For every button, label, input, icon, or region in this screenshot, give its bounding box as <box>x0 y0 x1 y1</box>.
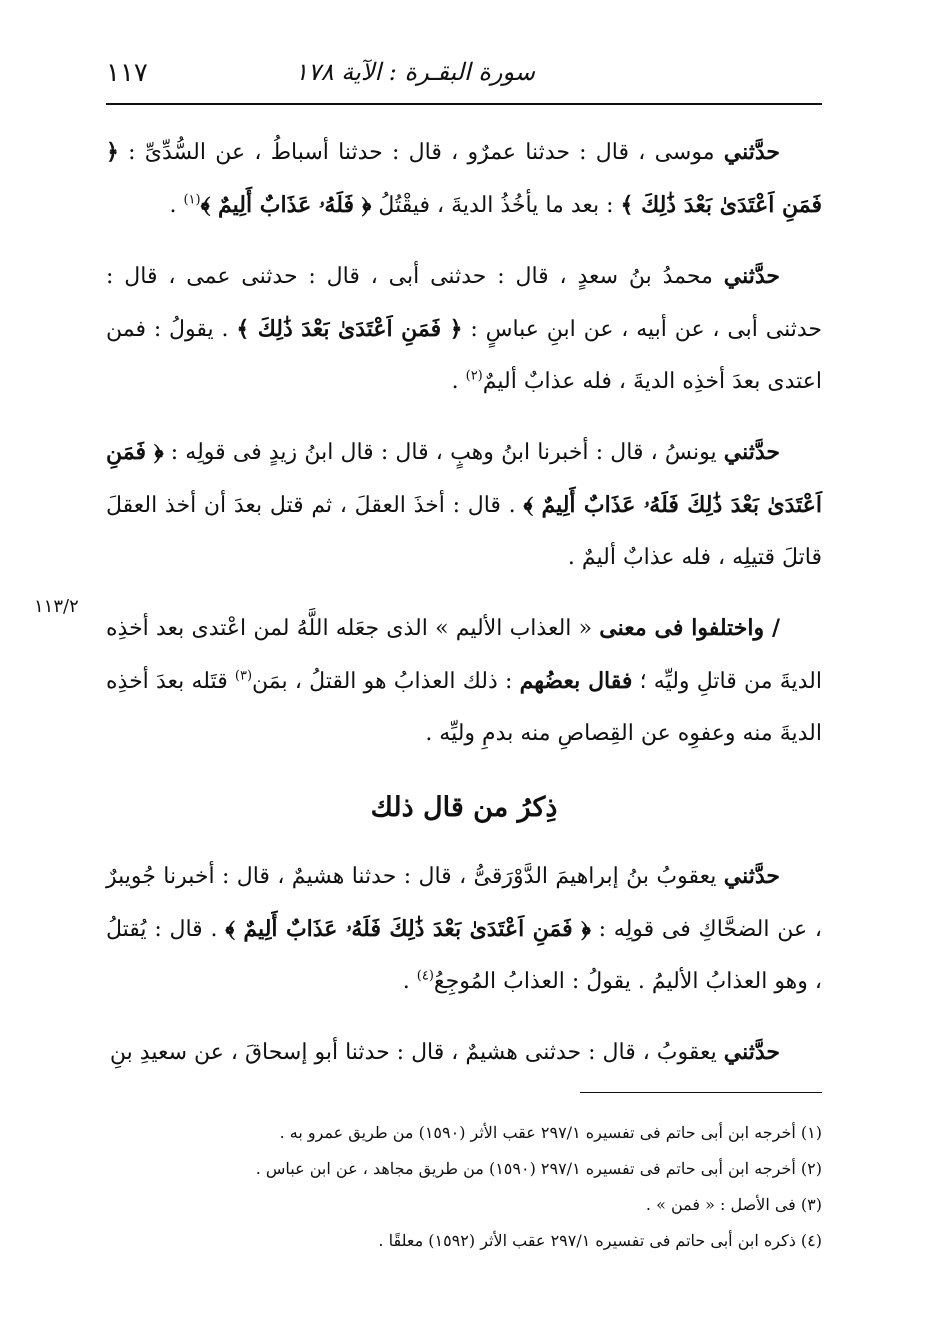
text-segment: . يقولُ : فمن اعتدى بعدَ أخذِه الديةَ ، فله عذابٌ أليمٌ <box>106 317 822 394</box>
text-segment: ﴿ فَلَهُۥ عَذَابٌ أَلِيمٌ ﴾ <box>200 192 372 218</box>
text-segment: ﴿ فَمَنِ اَعْتَدَىٰ بَعْدَ ذَٰلِكَ ﴾ <box>106 139 822 218</box>
margin-reference: ١١٣/٢ <box>34 596 79 617</box>
text-segment: . <box>402 969 417 994</box>
text-segment: : بعد ما يأخُذُ الديةَ ، فيقْتُلُ <box>371 193 621 218</box>
text-segment: ﴿ فَمَنِ اَعْتَدَىٰ بَعْدَ ذَٰلِكَ ﴾ <box>236 316 463 342</box>
running-title: سورة البقـرة : الآية ١٧٨ <box>294 58 536 86</box>
paragraph <box>106 426 822 584</box>
text-segment: حدَّثني <box>723 863 780 889</box>
text-segment: يعقوبُ بنُ إبراهيمَ الدَّوْرَقىُّ ، قال : حدثنا هشيمٌ ، قال : أخبرنا جُويبرٌ ، عن الضحَّاكِ فى قولِه : <box>106 864 822 942</box>
text-segment: / واختلفوا فى معنى <box>599 615 780 641</box>
text-segment: . <box>169 193 184 218</box>
text-segment: (٢) <box>465 368 483 384</box>
text-segment: (٣) <box>234 668 253 684</box>
footnote: (٢) أخرجه ابن أبى حاتم فى تفسيره ٢٩٧/١ (١٥٩٠) من طريق مجاهد ، عن ابن عباس . <box>255 1159 822 1178</box>
text-segment: فقال بعضُهم <box>519 668 633 694</box>
text-segment: ﴿ فَمَنِ اَعْتَدَىٰ بَعْدَ ذَٰلِكَ فَلَهُۥ عَذَابٌ أَلِيمٌ ﴾ <box>225 916 591 942</box>
text-segment: محمدُ بنُ سعدٍ ، قال : حدثنى أبى ، قال : حدثنى عمى ، قال : حدثنى أبى ، عن أبيه ، عن ابنِ عباسٍ : <box>106 264 822 342</box>
text-segment: حدَّثني <box>723 139 780 165</box>
footnotes <box>106 1118 822 1262</box>
text-segment: . <box>451 369 466 394</box>
text-segment: (١) <box>183 192 201 208</box>
text-segment: حدَّثني <box>723 263 780 289</box>
text-segment: ﴿ فَمَنِ اَعْتَدَىٰ بَعْدَ ذَٰلِكَ فَلَهُۥ عَذَابٌ أَلِيمٌ ﴾ <box>106 439 822 518</box>
text-segment: . قال : يُقتلُ ، وهو العذابُ الأليمُ . يقولُ : العذابُ المُوجِعُ <box>106 917 822 994</box>
text-segment: يونسُ ، قال : أخبرنا ابنُ وهبٍ ، قال : قال ابنُ زيدٍ فى قولِه : <box>163 440 724 465</box>
footnote: (٤) ذكره ابن أبى حاتم فى تفسيره ٢٩٧/١ عقب الأثر (١٥٩٢) معلقًا . <box>378 1231 822 1250</box>
text-segment: . قال : أخذَ العقلَ ، ثم قتل بعدَ أن أخذ العقلَ قاتلَ قتيلِه ، فله عذابٌ أليمٌ . <box>106 493 822 570</box>
text-segment: موسى ، قال : حدثنا عمرٌو ، قال : حدثنا أسباطُ ، عن السُّدِّىِّ : <box>118 140 724 165</box>
footnote: (١) أخرجه ابن أبى حاتم فى تفسيره ٢٩٧/١ عقب الأثر (١٥٩٠) من طريق عمرو به . <box>279 1123 822 1142</box>
footnote-divider <box>580 1092 822 1093</box>
text-segment: قتَله بعدَ أخذِه الديةَ منه وعفوِه عن القِصاصِ منه بدمِ وليِّه . <box>106 669 822 746</box>
text-segment: حدَّثني <box>723 1039 780 1065</box>
text-segment: « العذاب الأليم » الذى جعَله اللَّهُ لمن اعْتدى بعد أخذِه الديةَ من قاتلِ وليِّه ؛ <box>106 616 822 694</box>
footnote: (٣) فى الأصل : « فمن » . <box>645 1195 822 1214</box>
text-segment: (٤) <box>416 968 434 984</box>
main-text <box>106 126 822 1097</box>
paragraph <box>106 1026 822 1079</box>
page-number: ١١٧ <box>106 58 148 88</box>
paragraph <box>106 602 822 760</box>
section-heading: ذِكرُ من قال ذلك <box>370 792 558 823</box>
text-segment: : ذلك العذابُ هو القتلُ ، بمَن <box>252 669 520 694</box>
paragraph <box>106 850 822 1008</box>
text-segment: حدَّثني <box>723 439 780 465</box>
paragraph <box>106 250 822 408</box>
text-segment: يعقوبُ ، قال : حدثنى هشيمٌ ، قال : حدثنا أبو إسحاقَ ، عن سعيدِ بنِ <box>109 1040 724 1065</box>
paragraph <box>106 126 822 232</box>
header-divider <box>106 103 822 105</box>
